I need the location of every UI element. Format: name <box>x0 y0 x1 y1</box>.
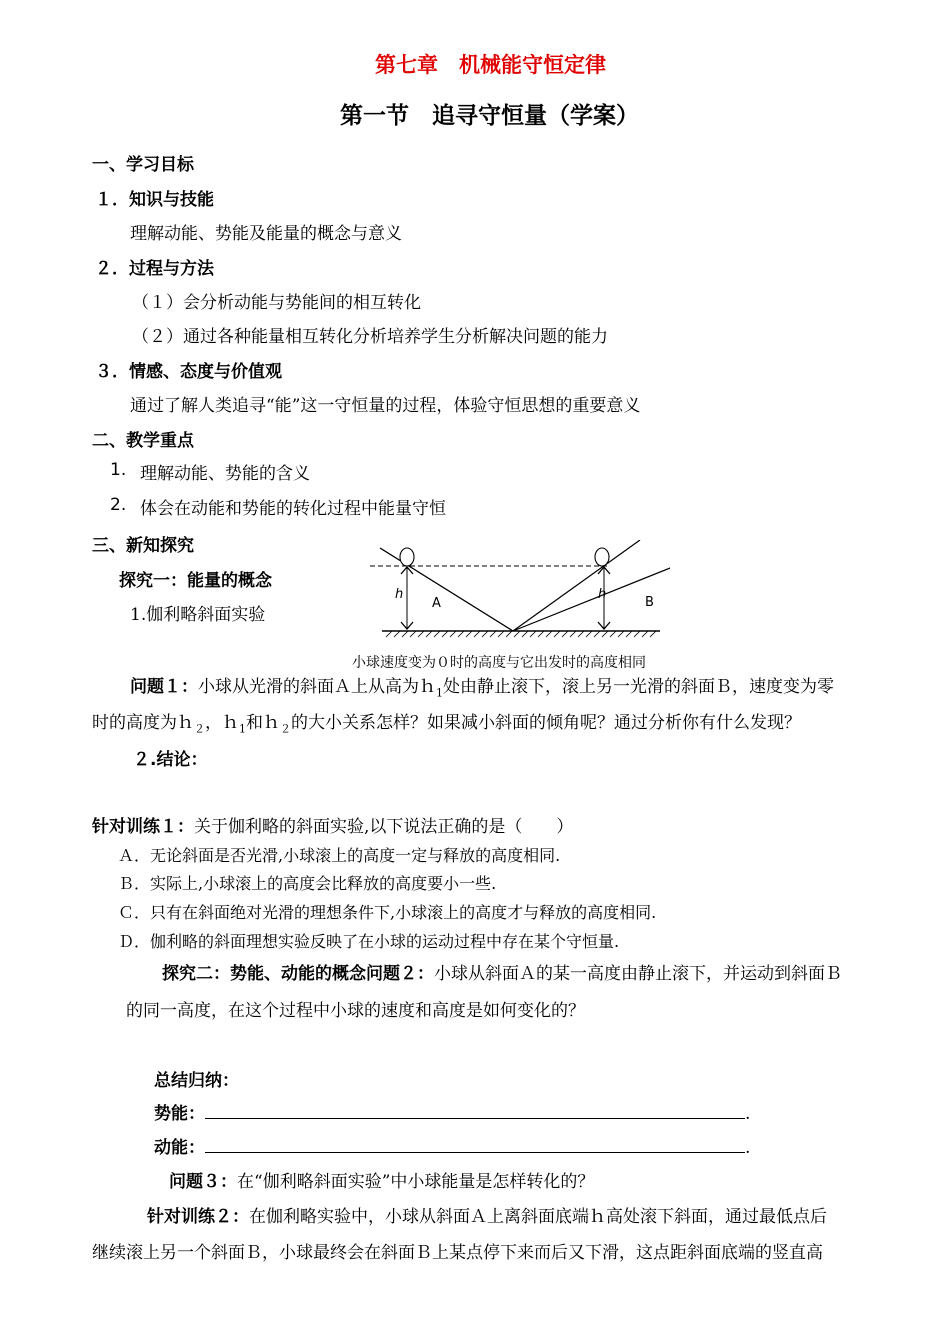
process-method-heading: ２．过程与方法 <box>95 259 214 279</box>
training-1-question: 针对训练１：关于伽利略的斜面实验,以下说法正确的是（ ） <box>92 817 574 837</box>
ball-steep <box>595 548 609 566</box>
section-title: 第一节 追寻守恒量（学案） <box>340 103 639 129</box>
potential-energy-blank[interactable] <box>205 1104 745 1119</box>
label-h-left: h <box>395 587 404 602</box>
key-point-2: 体会在动能和势能的转化过程中能量守恒 <box>140 499 446 519</box>
question-3-label: 问题３： <box>169 1172 237 1192</box>
potential-energy-line: 势能： . <box>154 1104 751 1124</box>
question-1-label: 问题１： <box>130 677 198 697</box>
training-1-option-d: Ｄ．伽利略的斜面理想实验反映了在小球的运动过程中存在某个守恒量. <box>118 932 620 951</box>
incline-diagram <box>370 540 670 645</box>
label-h-right: h <box>598 587 607 602</box>
key-points-heading: 二、教学重点 <box>92 431 194 451</box>
question-1-line-1: 问题１：小球从光滑的斜面Ａ上从高为ｈ$_1$处由静止滚下，滚上另一光滑的斜面Ｂ，速度变为零 <box>130 677 834 700</box>
training-1-option-c: Ｃ．只有在斜面绝对光滑的理想条件下,小球滚上的高度才与释放的高度相同. <box>118 903 657 922</box>
kinetic-energy-line: 动能： . <box>154 1138 751 1158</box>
knowledge-skills-text: 理解动能、势能及能量的概念与意义 <box>130 224 402 244</box>
question-3: 问题３：在“伽利略斜面实验”中小球能量是怎样转化的？ <box>169 1172 595 1192</box>
chapter-title: 第七章 机械能守恒定律 <box>375 53 606 77</box>
galileo-experiment-label: 1.伽利略斜面实验 <box>130 605 266 625</box>
key-point-1: 理解动能、势能的含义 <box>140 464 310 484</box>
knowledge-skills-heading: １．知识与技能 <box>95 190 214 210</box>
incline-B-gentle <box>513 550 670 631</box>
explore-heading: 三、新知探究 <box>92 536 194 556</box>
process-method-item-1: （１）会分析动能与势能间的相互转化 <box>132 293 421 313</box>
label-A: A <box>432 596 441 611</box>
ground-hatching <box>386 631 656 637</box>
explore-2-line-2: 的同一高度，在这个过程中小球的速度和高度是如何变化的？ <box>126 1001 585 1021</box>
training-2-line-2: 继续滚上另一个斜面Ｂ，小球最终会在斜面Ｂ上某点停下来而后又下滑，这点距斜面底端的竖直高 <box>92 1243 823 1263</box>
training-1-label: 针对训练１： <box>92 817 194 837</box>
label-B: B <box>645 595 654 610</box>
explore-1-heading: 探究一：能量的概念 <box>119 571 272 591</box>
summary-heading: 总结归纳： <box>154 1071 239 1091</box>
potential-energy-label: 势能： <box>154 1104 205 1124</box>
ball-start <box>400 548 414 566</box>
training-1-option-b: Ｂ．实际上,小球滚上的高度会比释放的高度要小一些. <box>118 874 497 893</box>
training-2-line-1: 针对训练２：在伽利略实验中，小球从斜面Ａ上离斜面底端ｈ高处滚下斜面，通过最低点后 <box>147 1207 827 1227</box>
process-method-item-2: （２）通过各种能量相互转化分析培养学生分析解决问题的能力 <box>132 327 608 347</box>
training-1-option-a: Ａ．无论斜面是否光滑,小球滚上的高度一定与释放的高度相同. <box>118 846 561 865</box>
conclusion-label: ２.结论： <box>133 750 208 770</box>
explore-2-line-1: 探究二：势能、动能的概念问题２：小球从斜面Ａ的某一高度由静止滚下，并运动到斜面Ｂ <box>162 964 842 984</box>
kinetic-energy-blank[interactable] <box>205 1138 745 1153</box>
emotion-values-heading: ３．情感、态度与价值观 <box>95 362 282 382</box>
incline-B-steep <box>513 540 640 631</box>
emotion-values-text: 通过了解人类追寻“能”这一守恒量的过程，体验守恒思想的重要意义 <box>130 396 641 416</box>
key-point-2-number: 2. <box>110 495 127 515</box>
question-1-line-2: 时的高度为ｈ$_2$，ｈ$_1$和ｈ$_2$的大小关系怎样？如果减小斜面的倾角呢？通过分析你有什么发现？ <box>92 713 801 736</box>
diagram-caption: 小球速度变为０时的高度与它出发时的高度相同 <box>352 655 646 671</box>
training-2-label: 针对训练２： <box>147 1207 249 1227</box>
key-point-1-number: 1. <box>110 460 127 480</box>
explore-2-label: 探究二：势能、动能的概念问题２： <box>162 964 434 984</box>
kinetic-energy-label: 动能： <box>154 1138 205 1158</box>
goals-heading: 一、学习目标 <box>92 155 194 175</box>
